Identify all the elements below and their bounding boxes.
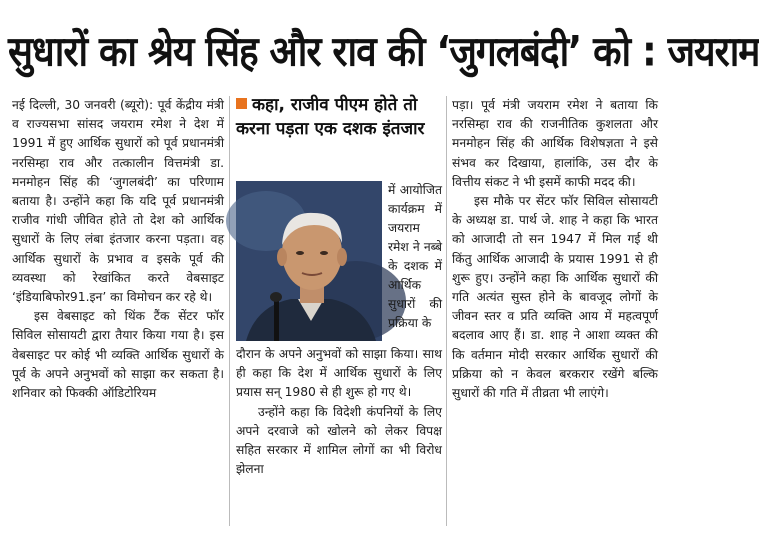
article-column-2-side bbox=[388, 181, 442, 346]
article-column-1 bbox=[12, 96, 224, 526]
column2-paragraph-1: दौरान के अपने अनुभवों को साझा किया। साथ ही कहा कि देश में आर्थिक सुधारों के लिए प्रयास सन् 1980 से ही शुरू हो गए थे। bbox=[236, 347, 442, 400]
subheadline-block bbox=[236, 93, 442, 141]
column1-paragraph-2: इस वेबसाइट को थिंक टैंक सेंटर फॉर सिविल सोसायटी द्वारा तैयार किया गया है। इस वेबसाइट पर कोई भी व्यक्ति आर्थिक सुधारों के पूर्व के अपने अनुभवों को साझा कर सकता है। शनिवार को फिक्की ऑडिटोरियम bbox=[12, 309, 224, 401]
column-divider-1 bbox=[229, 96, 230, 526]
column2-side-text: में आयोजित कार्यक्रम में जयराम रमेश ने नब्बे के दशक में आर्थिक सुधारों की प्रक्रिया के bbox=[388, 183, 442, 330]
column3-paragraph-2: इस मौके पर सेंटर फॉर सिविल सोसायटी के अध्यक्ष डा. पार्थ जे. शाह ने कहा कि भारत को आजादी तो सन 1947 में मिल गई थी किंतु आर्थिक आजादी के प्रयास 1991 से ही शुरू हुए। उन्होंने कहा कि आर्थिक सुधारों की गति अत्यंत सुस्त होने के बावजूद लोगों के जीवन स्तर व प्रति व्यक्ति आय में महत्वपूर्ण बदलाव आए हैं। डा. शाह ने आशा व्यक्त की कि वर्तमान मोदी सरकार आर्थिक सुधारों की प्रक्रिया को न केवल बरकरार रखेंगे बल्कि सुधारों की गति में तीव्रता भी लाएंगे। bbox=[452, 194, 658, 401]
article-column-3 bbox=[452, 96, 658, 526]
orange-square-bullet-icon bbox=[236, 98, 247, 109]
jairam-ramesh-photo bbox=[236, 181, 382, 341]
article-column-2-bottom bbox=[236, 345, 442, 525]
column2-paragraph-2: उन्होंने कहा कि विदेशी कंपनियों के लिए अपने दरवाजे को खोलने को लेकर विपक्ष सहित सरकार में शामिल लोगों का भी विरोध झेलना bbox=[236, 404, 442, 477]
dateline: नई दिल्ली, 30 जनवरी (ब्यूरो): bbox=[12, 98, 154, 112]
column-divider-2 bbox=[446, 96, 447, 526]
headline: सुधारों का श्रेय सिंह और राव की ‘जुगलबंदी’ को : जयराम bbox=[8, 27, 759, 76]
column1-paragraph-1: पूर्व केंद्रीय मंत्री व राज्यसभा सांसद जयराम रमेश ने देश में 1991 में हुए आर्थिक सुधारों को पूर्व प्रधानमंत्री नरसिम्हा राव और तत्कालीन वित्तमंत्री डा. मनमोहन सिंह की ‘जुगलबंदी’ का परिणाम बताया है। उन्होंने कहा कि यदि पूर्व प्रधानमंत्री राजीव गांधी जीवित होते तो देश को आर्थिक सुधारों के लिए लंबा इंतजार करना पड़ता। वह आर्थिक सुधारों के प्रभाव व इसके पूर्व की व्यवस्था को रेखांकित करते वेबसाइट ‘इंडियाबिफोर91.इन’ का विमोचन कर रहे थे। bbox=[12, 98, 224, 305]
portrait-illustration bbox=[236, 181, 382, 341]
column3-paragraph-1: पड़ा। पूर्व मंत्री जयराम रमेश ने बताया कि नरसिम्हा राव की राजनीतिक कुशलता और मनमोहन सिंह की आर्थिक विशेषज्ञता ने इसे संभव कर दिखाया, हालांकि, उस दौर के वित्तीय संकट ने भी इसमें काफी मदद की। bbox=[452, 98, 658, 189]
subheadline: कहा, राजीव पीएम होते तो करना पड़ता एक दशक इंतजार bbox=[236, 95, 425, 139]
